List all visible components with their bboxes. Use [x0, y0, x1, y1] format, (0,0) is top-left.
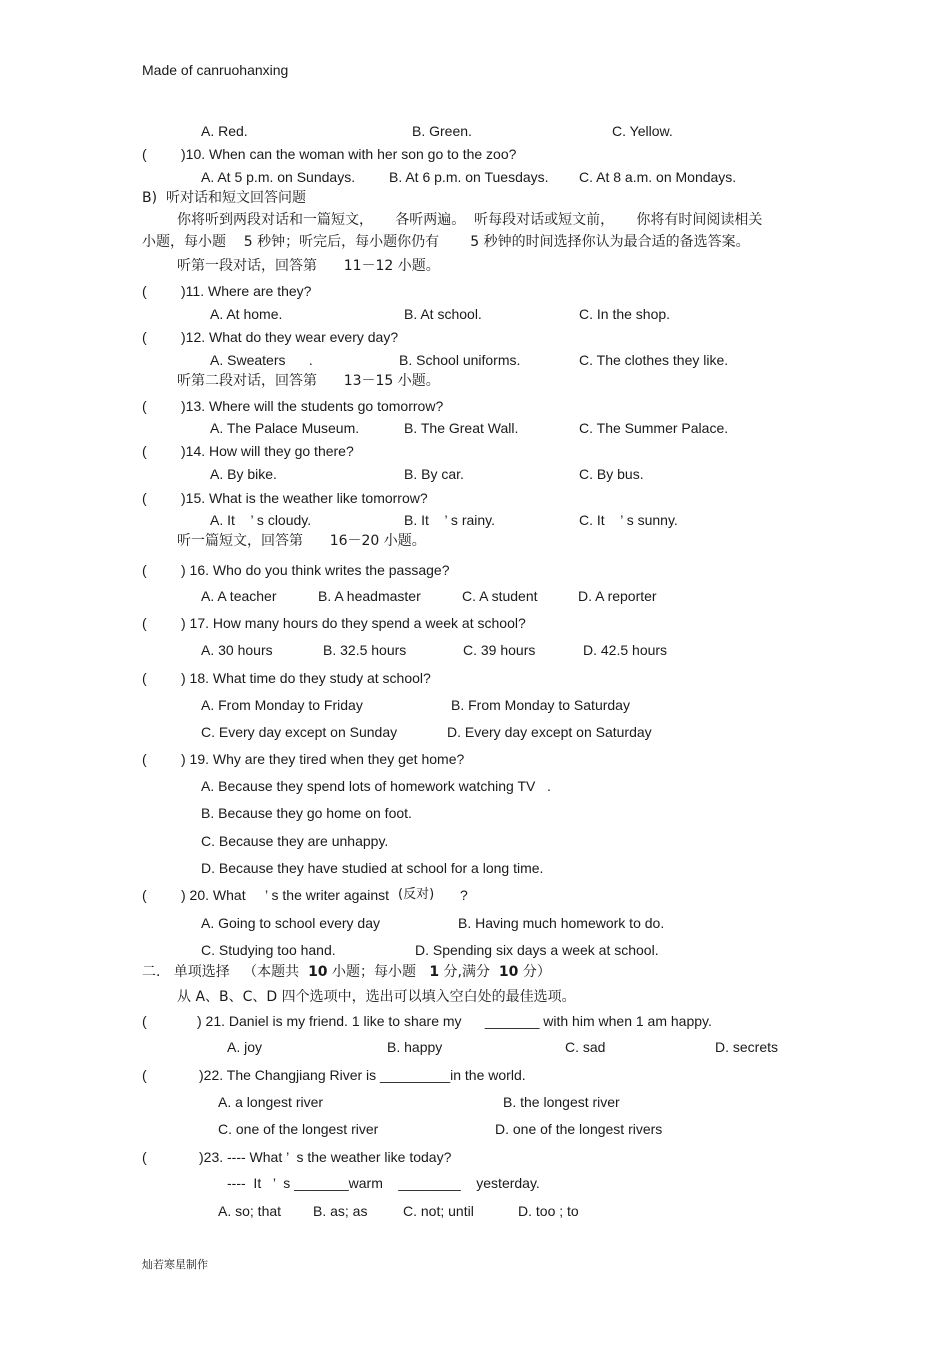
q11-option-b: B. At school.	[404, 306, 482, 322]
passage-instruction: 听一篇短文，回答第 16－20 小题。	[177, 533, 426, 549]
section-b-intro-line2: 小题，每小题 5 秒钟；听完后，每小题你仍有 5 秒钟的时间选择你认为最合适的备选答案。	[142, 234, 750, 250]
q21-option-b: B. happy	[387, 1039, 443, 1055]
dialog1-instruction: 听第一段对话，回答第 11－12 小题。	[177, 258, 440, 274]
q15-option-c: C. It ’ s sunny.	[579, 512, 678, 528]
q23-option-c: C. not; until	[403, 1203, 474, 1219]
q21-stem: ) 21. Daniel is my friend. 1 like to share my _______ with him when 1 am happy.	[197, 1013, 712, 1029]
q14-option-b: B. By car.	[404, 466, 464, 482]
q18-option-a: A. From Monday to Friday	[201, 697, 363, 713]
q22-stem: )22. The Changjiang River is _________in the world.	[199, 1067, 526, 1083]
q13-stem: )13. Where will the students go tomorrow?	[181, 398, 444, 414]
q13-option-a: A. The Palace Museum.	[210, 420, 360, 436]
q20-paren: (	[142, 887, 147, 903]
section-2-total-points: 10	[498, 964, 519, 980]
q18-option-d: D. Every day except on Saturday	[447, 724, 652, 740]
q15-stem: )15. What is the weather like tomorrow?	[181, 490, 428, 506]
q14-paren: (	[142, 443, 147, 459]
q23-paren: (	[142, 1149, 147, 1165]
q21-option-a: A. joy	[227, 1039, 263, 1055]
section-b-title: B) 听对话和短文回答问题	[142, 190, 306, 206]
q16-option-b: B. A headmaster	[318, 588, 421, 604]
q18-option-b: B. From Monday to Saturday	[451, 697, 630, 713]
q17-option-a: A. 30 hours	[201, 642, 273, 658]
q20-stem-end: ?	[460, 887, 468, 903]
q12-paren: (	[142, 329, 147, 345]
page-footer: 灿若寒星制作	[142, 1258, 208, 1271]
q22-option-c: C. one of the longest river	[218, 1121, 379, 1137]
q23-response-line: ---- It ’ s _______warm ________ yesterday.	[227, 1175, 540, 1191]
q23-option-b: B. as; as	[313, 1203, 368, 1219]
section-2-instruction: 从 A、B、C、D 四个选项中，选出可以填入空白处的最佳选项。	[177, 989, 576, 1005]
section-2-title-part4: 分）	[518, 964, 551, 980]
q12-option-b: B. School uniforms.	[399, 352, 521, 368]
section-2-question-count: 10	[308, 964, 328, 980]
q10-option-c: C. At 8 a.m. on Mondays.	[579, 169, 737, 185]
q10-paren: (	[142, 146, 147, 162]
q19-option-a: A. Because they spend lots of homework watching TV .	[201, 778, 551, 794]
q14-option-c: C. By bus.	[579, 466, 644, 482]
q20-option-d: D. Spending six days a week at school.	[415, 942, 659, 958]
q15-paren: (	[142, 490, 147, 506]
q12-option-c: C. The clothes they like.	[579, 352, 729, 368]
q15-option-a: A. It ’ s cloudy.	[210, 512, 312, 528]
q17-paren: (	[142, 615, 147, 631]
q20-stem-chinese: (反对)	[398, 887, 435, 902]
q10-stem: )10. When can the woman with her son go to the zoo?	[181, 146, 517, 162]
q18-option-c: C. Every day except on Sunday	[201, 724, 398, 740]
q19-stem: ) 19. Why are they tired when they get home?	[181, 751, 465, 767]
q18-stem: ) 18. What time do they study at school?	[181, 670, 431, 686]
q23-stem: )23. ---- What ’ s the weather like today?	[199, 1149, 452, 1165]
q9-option-c: C. Yellow.	[612, 123, 673, 139]
q17-option-b: B. 32.5 hours	[323, 642, 407, 658]
q22-paren: (	[142, 1067, 147, 1083]
q19-option-c: C. Because they are unhappy.	[201, 833, 389, 849]
q19-paren: (	[142, 751, 147, 767]
q17-option-c: C. 39 hours	[463, 642, 536, 658]
q10-option-b: B. At 6 p.m. on Tuesdays.	[389, 169, 549, 185]
q20-option-a: A. Going to school every day	[201, 915, 380, 931]
q23-option-a: A. so; that	[218, 1203, 282, 1219]
q13-option-b: B. The Great Wall.	[404, 420, 519, 436]
section-b-intro-line1: 你将听到两段对话和一篇短文， 各听两遍。 听每段对话或短文前， 你将有时间阅读相关	[177, 212, 763, 228]
q12-stem: )12. What do they wear every day?	[181, 329, 399, 345]
q16-option-c: C. A student	[462, 588, 538, 604]
q20-option-c: C. Studying too hand.	[201, 942, 336, 958]
q21-option-d: D. secrets	[715, 1039, 779, 1055]
q20-option-b: B. Having much homework to do.	[458, 915, 665, 931]
q16-paren: (	[142, 562, 147, 578]
page-header: Made of canruohanxing	[142, 62, 289, 78]
q21-paren: (	[142, 1013, 147, 1029]
q23-option-d: D. too ; to	[518, 1203, 579, 1219]
q19-option-d: D. Because they have studied at school for a long time.	[201, 860, 544, 876]
q13-option-c: C. The Summer Palace.	[579, 420, 729, 436]
q21-option-c: C. sad	[565, 1039, 606, 1055]
q22-option-b: B. the longest river	[503, 1094, 620, 1110]
q18-paren: (	[142, 670, 147, 686]
q10-option-a: A. At 5 p.m. on Sundays.	[201, 169, 356, 185]
q17-option-d: D. 42.5 hours	[583, 642, 668, 658]
q14-stem: )14. How will they go there?	[181, 443, 354, 459]
q13-paren: (	[142, 398, 147, 414]
q19-option-b: B. Because they go home on foot.	[201, 805, 412, 821]
section-2-title	[142, 963, 551, 981]
q22-option-d: D. one of the longest rivers	[495, 1121, 663, 1137]
q9-option-a: A. Red.	[201, 123, 248, 139]
q11-paren: (	[142, 283, 147, 299]
q17-stem: ) 17. How many hours do they spend a week at school?	[181, 615, 526, 631]
section-2-points-each: 1	[429, 964, 440, 980]
q22-option-a: A. a longest river	[218, 1094, 324, 1110]
q11-option-c: C. In the shop.	[579, 306, 671, 322]
q14-option-a: A. By bike.	[210, 466, 277, 482]
q15-option-b: B. It ’ s rainy.	[404, 512, 496, 528]
q9-option-b: B. Green.	[412, 123, 472, 139]
q16-option-a: A. A teacher	[201, 588, 277, 604]
section-2-title-part3: 分,满分	[439, 964, 499, 980]
dialog2-instruction: 听第二段对话，回答第 13－15 小题。	[177, 373, 440, 389]
q11-stem: )11. Where are they?	[181, 283, 312, 299]
q16-option-d: D. A reporter	[578, 588, 657, 604]
q20-stem: ) 20. What ’ s the writer against	[181, 887, 390, 903]
q12-option-a: A. Sweaters .	[210, 352, 313, 368]
q16-stem: ) 16. Who do you think writes the passage?	[181, 562, 450, 578]
q11-option-a: A. At home.	[210, 306, 283, 322]
section-2-title-part1: 二. 单项选择 （本题共	[142, 964, 309, 980]
section-2-title-part2: 小题；每小题	[327, 964, 430, 980]
